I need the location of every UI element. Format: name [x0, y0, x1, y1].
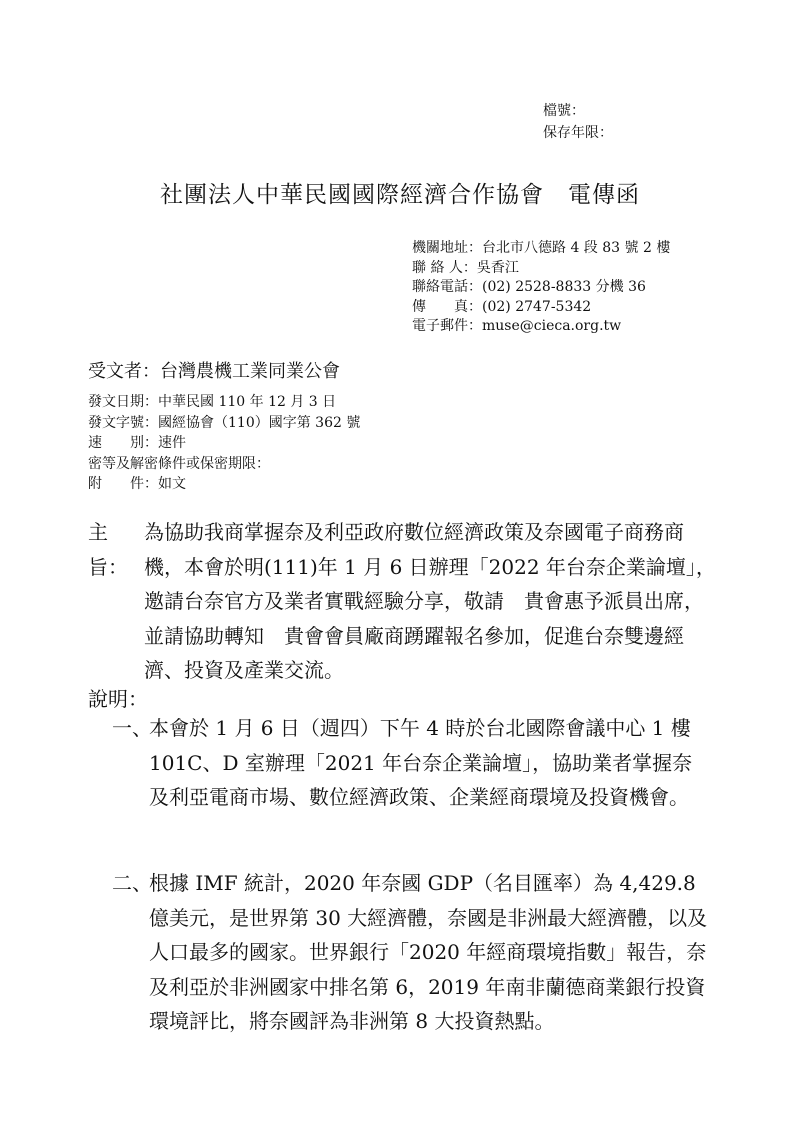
item-number: 一、	[112, 716, 152, 740]
contact-phone: 聯絡電話：(02) 2528-8833 分機 36	[412, 279, 646, 295]
contact-block	[412, 239, 670, 337]
document-meta	[88, 392, 360, 495]
document-title: 社團法人中華民國國際經濟合作協會 電傳函	[160, 182, 640, 208]
issue-date: 發文日期：中華民國 110 年 12 月 3 日	[88, 394, 337, 410]
contact-email: 電子郵件：muse@cieca.org.tw	[412, 318, 622, 334]
subject-label: 主旨：	[88, 520, 128, 579]
contact-fax: 傳 真：(02) 2747-5342	[412, 298, 592, 315]
document-number: 發文字號：國經協會（110）國字第 362 號	[88, 414, 361, 431]
explanation-item	[112, 866, 712, 1039]
item-text: 本會於 1 月 6 日（週四）下午 4 時於台北國際會議中心 1 樓 101C、D 室辦理「2021 年台奈企業論壇」，協助業者掌握奈及利亞電商市場、數位經濟政策、企業經商環境及投資機會。	[149, 716, 693, 810]
explanation-item	[112, 711, 712, 815]
item-text: 根據 IMF 統計，2020 年奈國 GDP（名目匯率）為 4,429.8 億美元，是世界第 30 大經濟體，奈國是非洲最大經濟體，以及人口最多的國家。世界銀行「2020 年經商環境指數」報告，奈及利亞於非洲國家中排名第 6，2019 年南非蘭德商業銀行投資環境評比，將奈國評為非洲第 8 大投資熱點。	[149, 871, 708, 1034]
subject-text: 為協助我商掌握奈及利亞政府數位經濟政策及奈國電子商務商機，本會於明(111)年 1 月 6 日辦理「2022 年台奈企業論壇」，邀請台奈官方及業者實戰經驗分享，敬請 貴會惠予派員出席，並請協助轉知 貴會會員廠商踴躍報名參加，促進台奈雙邊經濟、投資及產業交流。	[144, 520, 716, 683]
confidentiality: 密等及解密條件或保密期限：	[88, 455, 270, 472]
attachment: 附 件：如文	[88, 476, 186, 492]
explanation-label: 說明：	[88, 687, 148, 711]
delivery-speed: 速 別：速件	[88, 435, 186, 451]
contact-address: 機關地址：台北市八德路 4 段 83 號 2 樓	[412, 240, 671, 256]
file-number-label: 檔號：	[543, 103, 585, 119]
archive-info	[543, 100, 613, 144]
item-number: 二、	[112, 871, 152, 895]
subject-section	[88, 515, 718, 688]
recipient: 受文者：台灣農機工業同業公會	[88, 361, 340, 382]
contact-person: 聯 絡 人：吳香江	[412, 259, 519, 276]
retention-period-label: 保存年限：	[543, 125, 613, 141]
